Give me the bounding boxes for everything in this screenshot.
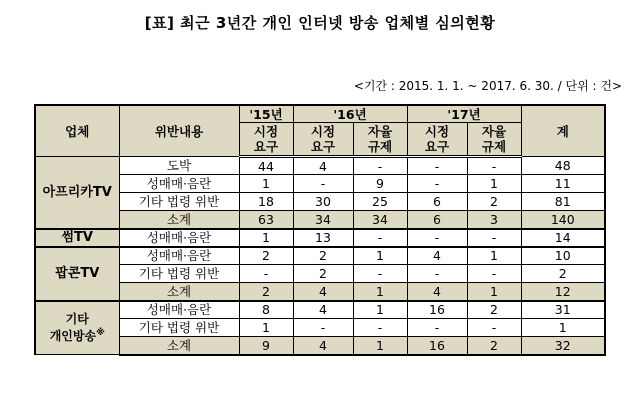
header-self-regulation-2016 <box>353 123 407 157</box>
violation-cell: 기타 법령 위반 <box>119 265 239 283</box>
total-cell: 32 <box>521 337 605 355</box>
count-cell: 25 <box>353 193 407 211</box>
count-cell: 2 <box>467 301 521 319</box>
header-self-regulation-label: 자율 규제 <box>367 124 393 154</box>
count-cell: 1 <box>353 247 407 265</box>
count-cell: - <box>467 157 521 175</box>
count-cell: 13 <box>293 229 353 247</box>
violation-cell: 도박 <box>119 157 239 175</box>
count-cell: - <box>353 319 407 337</box>
company-cell: 기타 개인방송※ <box>35 301 119 355</box>
count-cell: 6 <box>407 193 467 211</box>
count-cell: 4 <box>293 301 353 319</box>
count-cell: 18 <box>239 193 293 211</box>
count-cell: 2 <box>239 283 293 301</box>
total-cell: 48 <box>521 157 605 175</box>
header-year-2017: '17년 <box>407 105 521 123</box>
header-company: 업체 <box>35 105 119 157</box>
header-self-regulation-label: 자율 규제 <box>481 124 507 154</box>
count-cell: 1 <box>467 175 521 193</box>
review-table <box>34 104 606 356</box>
count-cell: - <box>239 265 293 283</box>
count-cell: 1 <box>353 301 407 319</box>
total-cell: 1 <box>521 319 605 337</box>
count-cell: 34 <box>293 211 353 229</box>
total-cell: 12 <box>521 283 605 301</box>
table-row <box>35 157 605 175</box>
count-cell: 1 <box>239 229 293 247</box>
count-cell: 2 <box>467 193 521 211</box>
violation-cell: 소계 <box>119 283 239 301</box>
count-cell: 2 <box>293 247 353 265</box>
count-cell: 8 <box>239 301 293 319</box>
count-cell: 4 <box>293 157 353 175</box>
total-cell: 81 <box>521 193 605 211</box>
header-correction-label: 시정 요구 <box>424 124 450 154</box>
count-cell: 9 <box>353 175 407 193</box>
total-cell: 2 <box>521 265 605 283</box>
total-cell: 140 <box>521 211 605 229</box>
table-row <box>35 283 605 301</box>
violation-cell: 소계 <box>119 337 239 355</box>
total-cell: 10 <box>521 247 605 265</box>
count-cell: 2 <box>239 247 293 265</box>
count-cell: 16 <box>407 301 467 319</box>
table-row <box>35 175 605 193</box>
table-row <box>35 337 605 355</box>
header-violation: 위반내용 <box>119 105 239 157</box>
count-cell: - <box>353 157 407 175</box>
count-cell: 34 <box>353 211 407 229</box>
count-cell: 1 <box>239 319 293 337</box>
header-self-regulation-2017 <box>467 123 521 157</box>
count-cell: - <box>467 229 521 247</box>
violation-cell: 성매매·음란 <box>119 247 239 265</box>
violation-cell: 소계 <box>119 211 239 229</box>
count-cell: - <box>407 175 467 193</box>
table-row <box>35 301 605 319</box>
header-correction-2016 <box>293 123 353 157</box>
count-cell: - <box>407 265 467 283</box>
count-cell: 2 <box>467 337 521 355</box>
count-cell: 63 <box>239 211 293 229</box>
total-cell: 14 <box>521 229 605 247</box>
header-correction-2017 <box>407 123 467 157</box>
count-cell: 44 <box>239 157 293 175</box>
count-cell: - <box>467 319 521 337</box>
count-cell: - <box>293 175 353 193</box>
page-title: [표] 최근 3년간 개인 인터넷 방송 업체별 심의현황 <box>144 14 496 32</box>
count-cell: - <box>353 229 407 247</box>
violation-cell: 기타 법령 위반 <box>119 319 239 337</box>
count-cell: - <box>407 229 467 247</box>
count-cell: 4 <box>293 337 353 355</box>
count-cell: 9 <box>239 337 293 355</box>
count-cell: 30 <box>293 193 353 211</box>
table-row <box>35 247 605 265</box>
header-correction-2015 <box>239 123 293 157</box>
violation-cell: 성매매·음란 <box>119 301 239 319</box>
table-row <box>35 265 605 283</box>
table-row <box>35 229 605 247</box>
count-cell: 4 <box>407 283 467 301</box>
count-cell: - <box>353 265 407 283</box>
count-cell: 6 <box>407 211 467 229</box>
count-cell: 16 <box>407 337 467 355</box>
table-body <box>35 157 605 355</box>
count-cell: 1 <box>239 175 293 193</box>
header-total: 계 <box>521 105 605 157</box>
header-year-2016: '16년 <box>293 105 407 123</box>
count-cell: 3 <box>467 211 521 229</box>
header-correction-label: 시정 요구 <box>310 124 336 154</box>
count-cell: - <box>467 265 521 283</box>
total-cell: 31 <box>521 301 605 319</box>
total-cell: 11 <box>521 175 605 193</box>
count-cell: 1 <box>353 337 407 355</box>
violation-cell: 기타 법령 위반 <box>119 193 239 211</box>
count-cell: - <box>407 157 467 175</box>
company-cell: 팝콘TV <box>35 247 119 301</box>
count-cell: 1 <box>353 283 407 301</box>
count-cell: 2 <box>293 265 353 283</box>
count-cell: 4 <box>407 247 467 265</box>
violation-cell: 성매매·음란 <box>119 175 239 193</box>
count-cell: 1 <box>467 283 521 301</box>
count-cell: 4 <box>293 283 353 301</box>
header-year-2015: '15년 <box>239 105 293 123</box>
count-cell: - <box>293 319 353 337</box>
violation-cell: 성매매·음란 <box>119 229 239 247</box>
company-cell: 아프리카TV <box>35 157 119 229</box>
header-correction-label: 시정 요구 <box>253 124 279 154</box>
company-cell: 썸TV <box>35 229 119 247</box>
table-row <box>35 211 605 229</box>
period-note: <기간 : 2015. 1. 1. ~ 2017. 6. 30. / 단위 : 건> <box>353 79 622 93</box>
table-row <box>35 193 605 211</box>
count-cell: - <box>407 319 467 337</box>
table-row <box>35 319 605 337</box>
footnote-mark: ※ <box>96 328 105 339</box>
count-cell: 1 <box>467 247 521 265</box>
